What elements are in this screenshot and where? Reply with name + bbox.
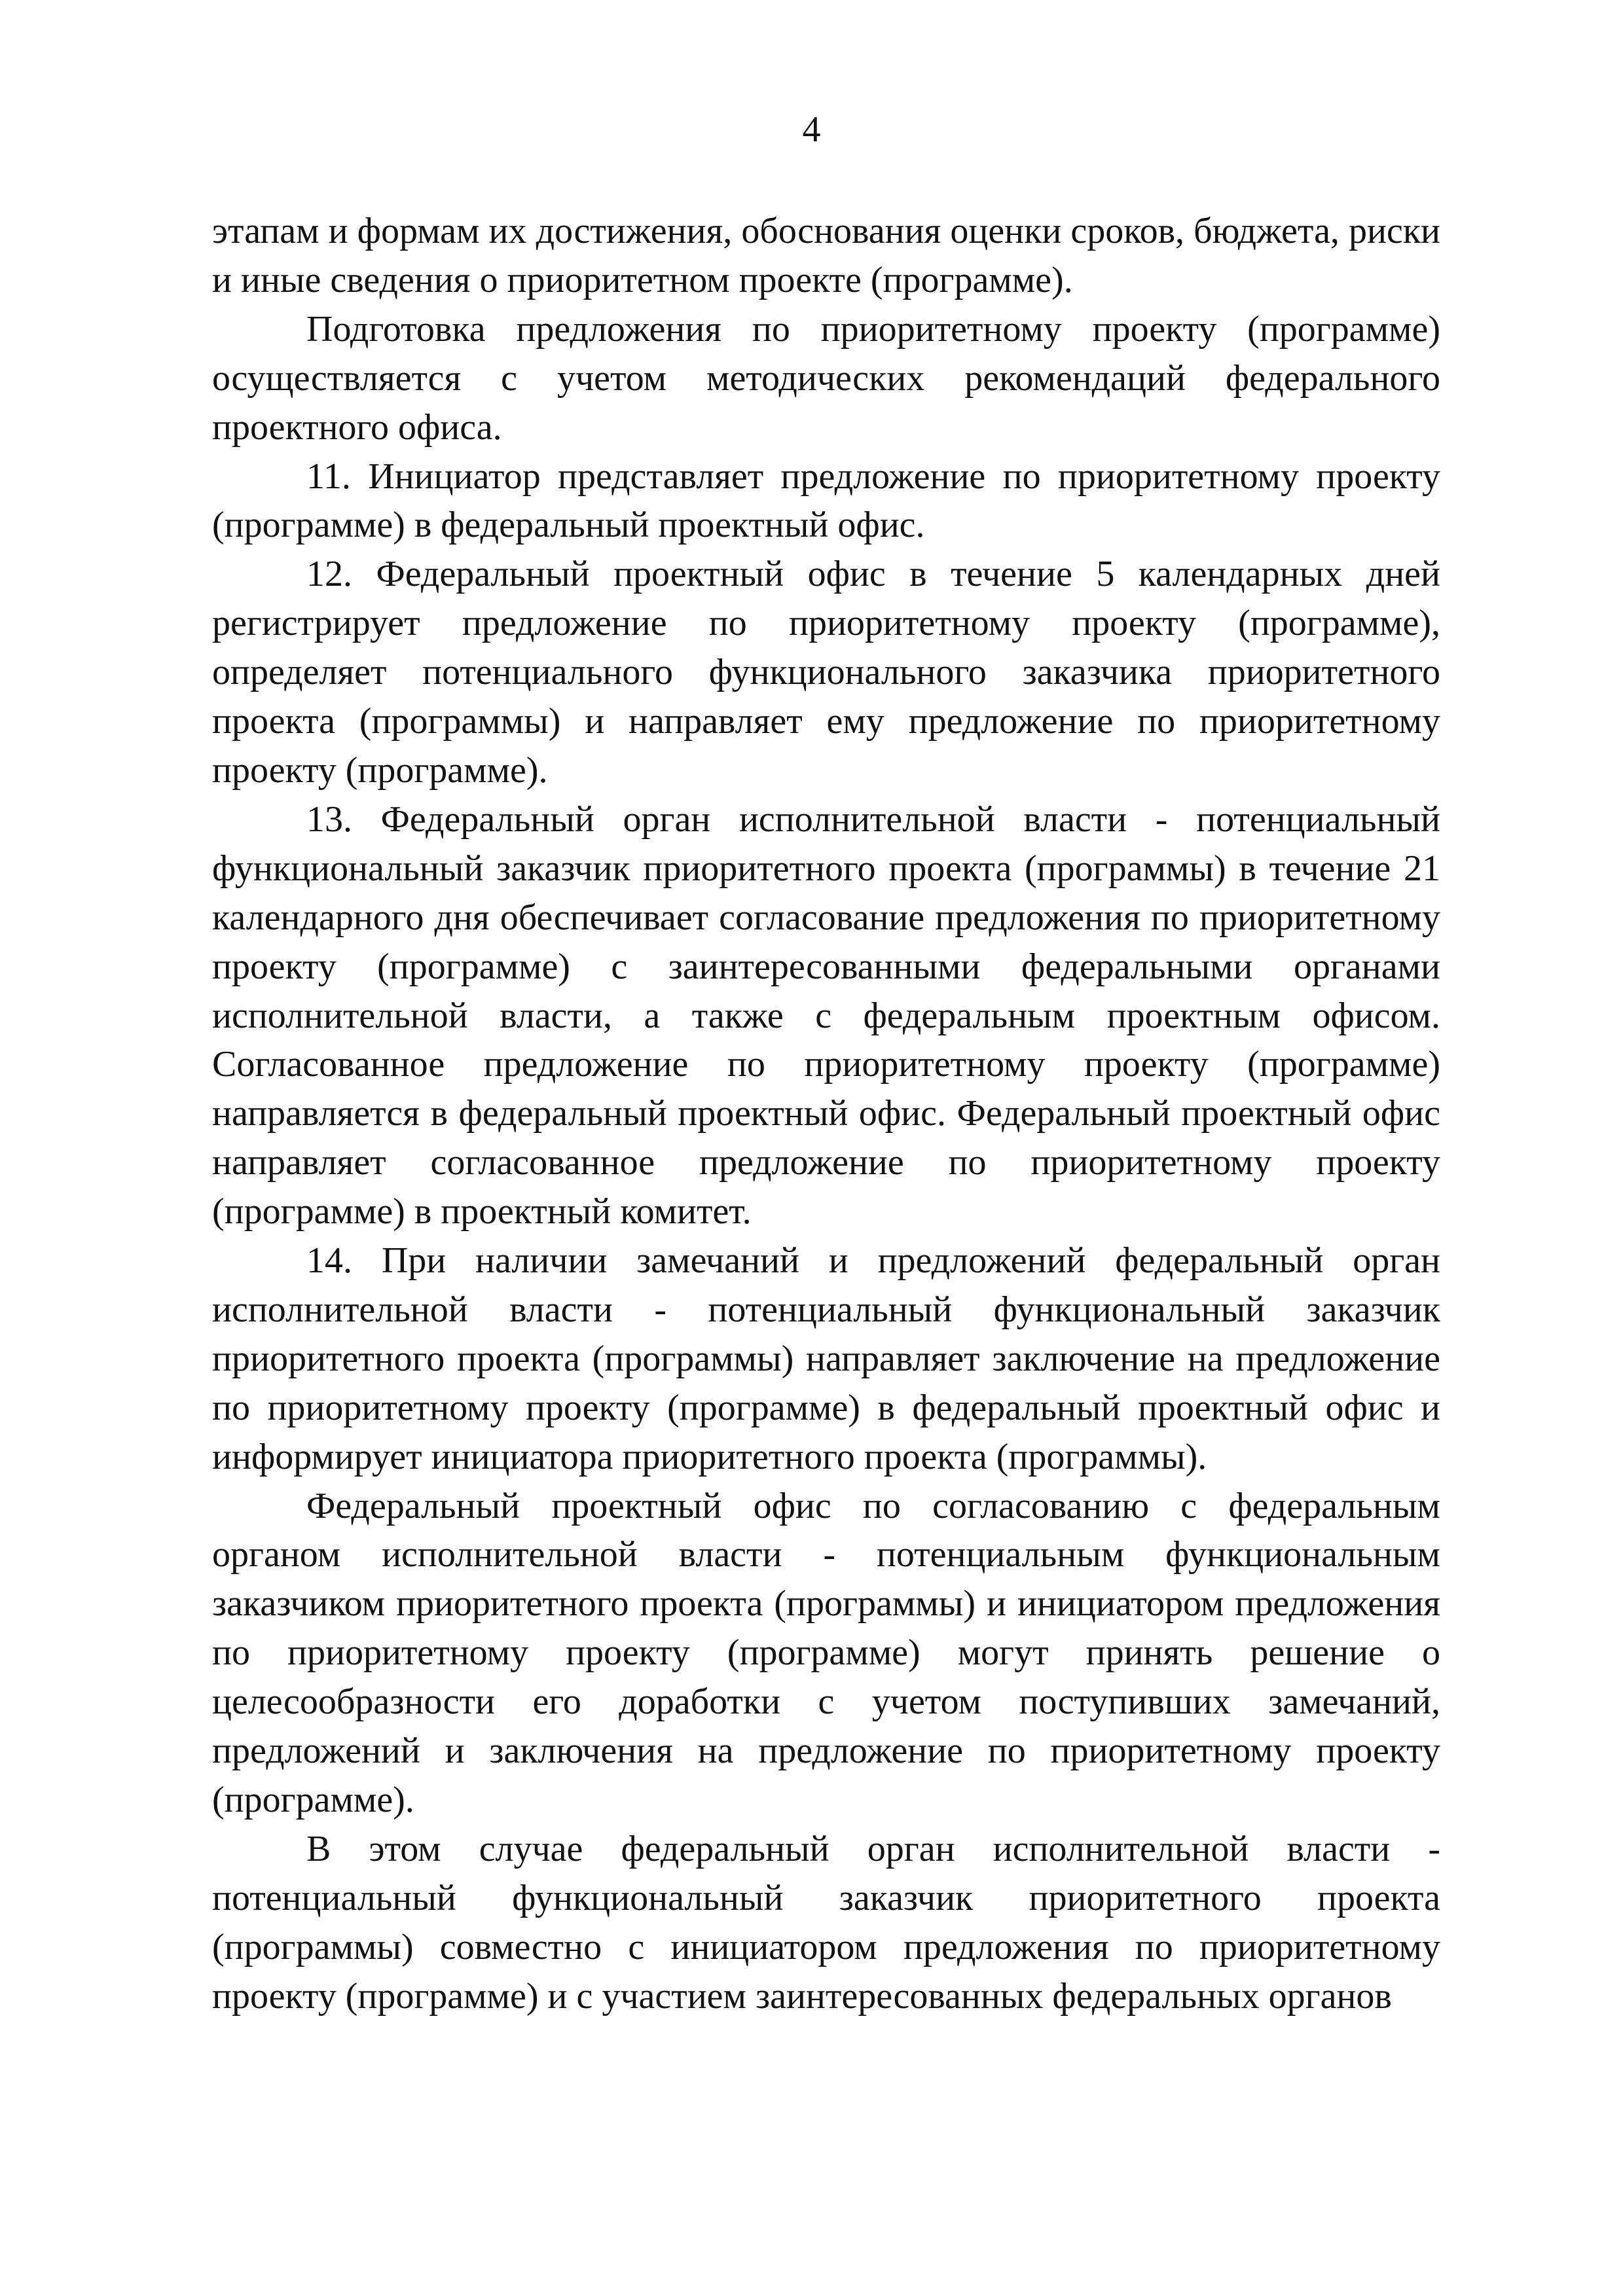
paragraph-item-12: 12. Федеральный проектный офис в течение 5 календарных дней регистрирует предложение по приоритетному проекту (программе), определяет потенциального функционального заказчика приоритетного проекта (программы) и направляет ему предложение по приоритетному проекту (программе). bbox=[212, 554, 1440, 791]
paragraph-revision-decision: Федеральный проектный офис по согласованию с федеральным органом исполнительной власти - потенциальным функциональным заказчиком приоритетного проекта (программы) и инициатором предложения по приоритетному проекту (программе) могут принять решение о целесообразности его доработки с учетом поступивших замечаний, предложений и заключения на предложение по приоритетному проекту (программе). bbox=[212, 1485, 1440, 1820]
paragraph-preparation: Подготовка предложения по приоритетному проекту (программе) осуществляется с учетом методических рекомендаций федерального проектного офиса. bbox=[212, 308, 1440, 448]
paragraph-item-13: 13. Федеральный орган исполнительной власти - потенциальный функциональный заказчик приоритетного проекта (программы) в течение 21 календарного дня обеспечивает согласование предложения по приоритетному проекту (программе) с заинтересованными федеральными органами исполнительной власти, а также с федеральным проектным офисом. Согласованное предложение по приоритетному проекту (программе) направляется в федеральный проектный офис. Федеральный проектный офис направляет согласованное предложение по приоритетному проекту (программе) в проектный комитет. bbox=[212, 798, 1440, 1232]
document-body bbox=[212, 207, 1440, 2021]
paragraph-item-11: 11. Инициатор представляет предложение по приоритетному проекту (программе) в федеральный проектный офис. bbox=[212, 456, 1440, 546]
paragraph-in-this-case: В этом случае федеральный орган исполнительной власти - потенциальный функциональный заказчик приоритетного проекта (программы) совместно с инициатором предложения по приоритетному проекту (программе) и с участием заинтересованных федеральных органов bbox=[212, 1828, 1440, 2017]
paragraph-continuation: этапам и формам их достижения, обоснования оценки сроков, бюджета, риски и иные сведения о приоритетном проекте (программе). bbox=[212, 211, 1440, 300]
page-number: 4 bbox=[802, 109, 821, 150]
paragraph-item-14: 14. При наличии замечаний и предложений федеральный орган исполнительной власти - потенциальный функциональный заказчик приоритетного проекта (программы) направляет заключение на предложение по приоритетному проекту (программе) в федеральный проектный офис и информирует инициатора приоритетного проекта (программы). bbox=[212, 1240, 1440, 1477]
